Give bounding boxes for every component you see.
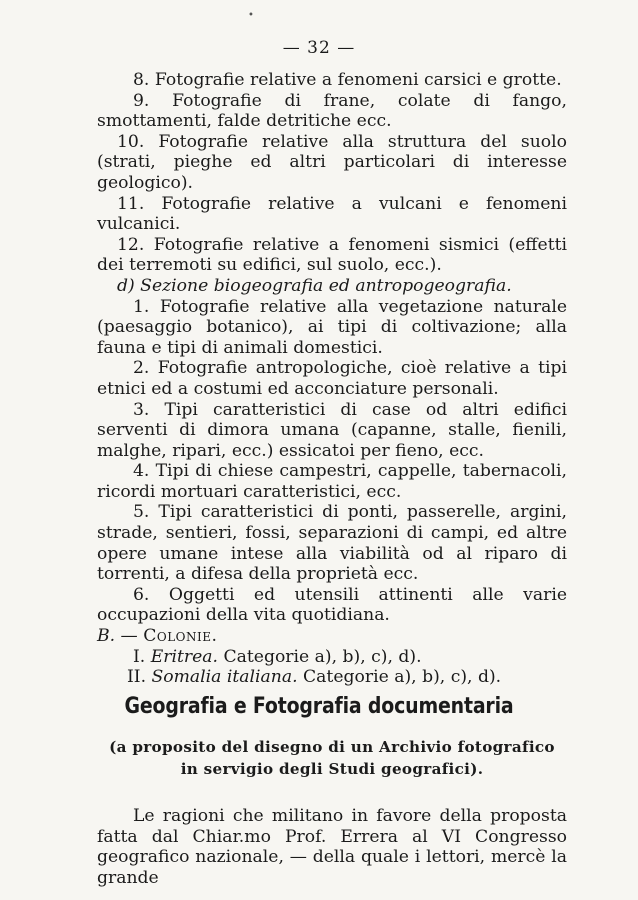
list-item: 5. Tipi caratteristici di ponti, passerelle, argini, strade, sentieri, fossi, separazioni di campi, ed altre opere umane intese alla viabilità od al riparo di torrenti, a difesa della proprietà ecc. bbox=[97, 502, 567, 585]
colonia-row bbox=[97, 647, 567, 668]
section-b-heading bbox=[97, 626, 567, 647]
intro-paragraph bbox=[97, 806, 567, 888]
subtitle-line-2: in servigio degli Studi geografici). bbox=[180, 760, 484, 778]
section-b-label: B. — bbox=[97, 626, 138, 647]
list-item: 12. Fotografie relative a fenomeni sismici (effetti dei terremoti su edifici, sul suolo, ecc.). bbox=[97, 234, 567, 276]
colonia-name: Eritrea. bbox=[150, 646, 218, 667]
list-item: 11. Fotografie relative a vulcani e fenomeni vulcanici. bbox=[97, 193, 567, 235]
list-item: 3. Tipi caratteristici di case od altri edifici serventi di dimora umana (capanne, stalle, fienili, malghe, ripari, ecc.) essicatoi per fieno, ecc. bbox=[97, 399, 567, 461]
colonia-number: II. bbox=[127, 667, 147, 688]
category-list bbox=[97, 70, 567, 688]
list-item: 9. Fotografie di frane, colate di fango, smottamenti, falde detritiche ecc. bbox=[97, 90, 567, 132]
article-subtitle bbox=[97, 736, 567, 780]
list-item: 2. Fotografie antropologiche, cioè relative a tipi etnici ed a costumi ed acconciature personali. bbox=[97, 358, 567, 399]
colonia-categories: Categorie a), b), c), d). bbox=[223, 646, 422, 667]
subtitle-line-1: (a proposito del disegno di un Archivio fotografico bbox=[109, 738, 555, 756]
print-speck: • bbox=[248, 10, 254, 21]
list-item: 10. Fotografie relative alla struttura del suolo (strati, pieghe ed altri particolari di interesse geologico). bbox=[97, 131, 567, 193]
list-item: 1. Fotografie relative alla vegetazione naturale (paesaggio botanico), ai tipi di coltivazione; alla fauna e tipi di animali domestici. bbox=[97, 296, 567, 358]
list-item: 6. Oggetti ed utensili attinenti alle varie occupazioni della vita quotidiana. bbox=[97, 584, 567, 626]
colonia-row bbox=[97, 667, 567, 688]
colonia-number: I. bbox=[133, 646, 146, 667]
list-item: 8. Fotografie relative a fenomeni carsici e grotte. bbox=[133, 70, 562, 90]
colonia-name: Somalia italiana. bbox=[151, 667, 298, 688]
section-b-title: Colonie. bbox=[143, 626, 218, 647]
article-title: Geografia e Fotografia documentaria bbox=[124, 694, 514, 719]
list-item: 4. Tipi di chiese campestri, cappelle, tabernacoli, ricordi mortuari caratteristici, ecc. bbox=[97, 461, 567, 502]
section-d-heading: d) Sezione biogeografia ed antropogeografia. bbox=[117, 275, 512, 296]
colonia-categories: Categorie a), b), c), d). bbox=[303, 667, 502, 688]
page-number: — 32 — bbox=[282, 38, 356, 58]
intro-text: Le ragioni che militano in favore della proposta fatta dal Chiar.mo Prof. Errera al VI Congresso geografico nazionale, — della quale i lettori, mercè la grande bbox=[97, 806, 567, 888]
